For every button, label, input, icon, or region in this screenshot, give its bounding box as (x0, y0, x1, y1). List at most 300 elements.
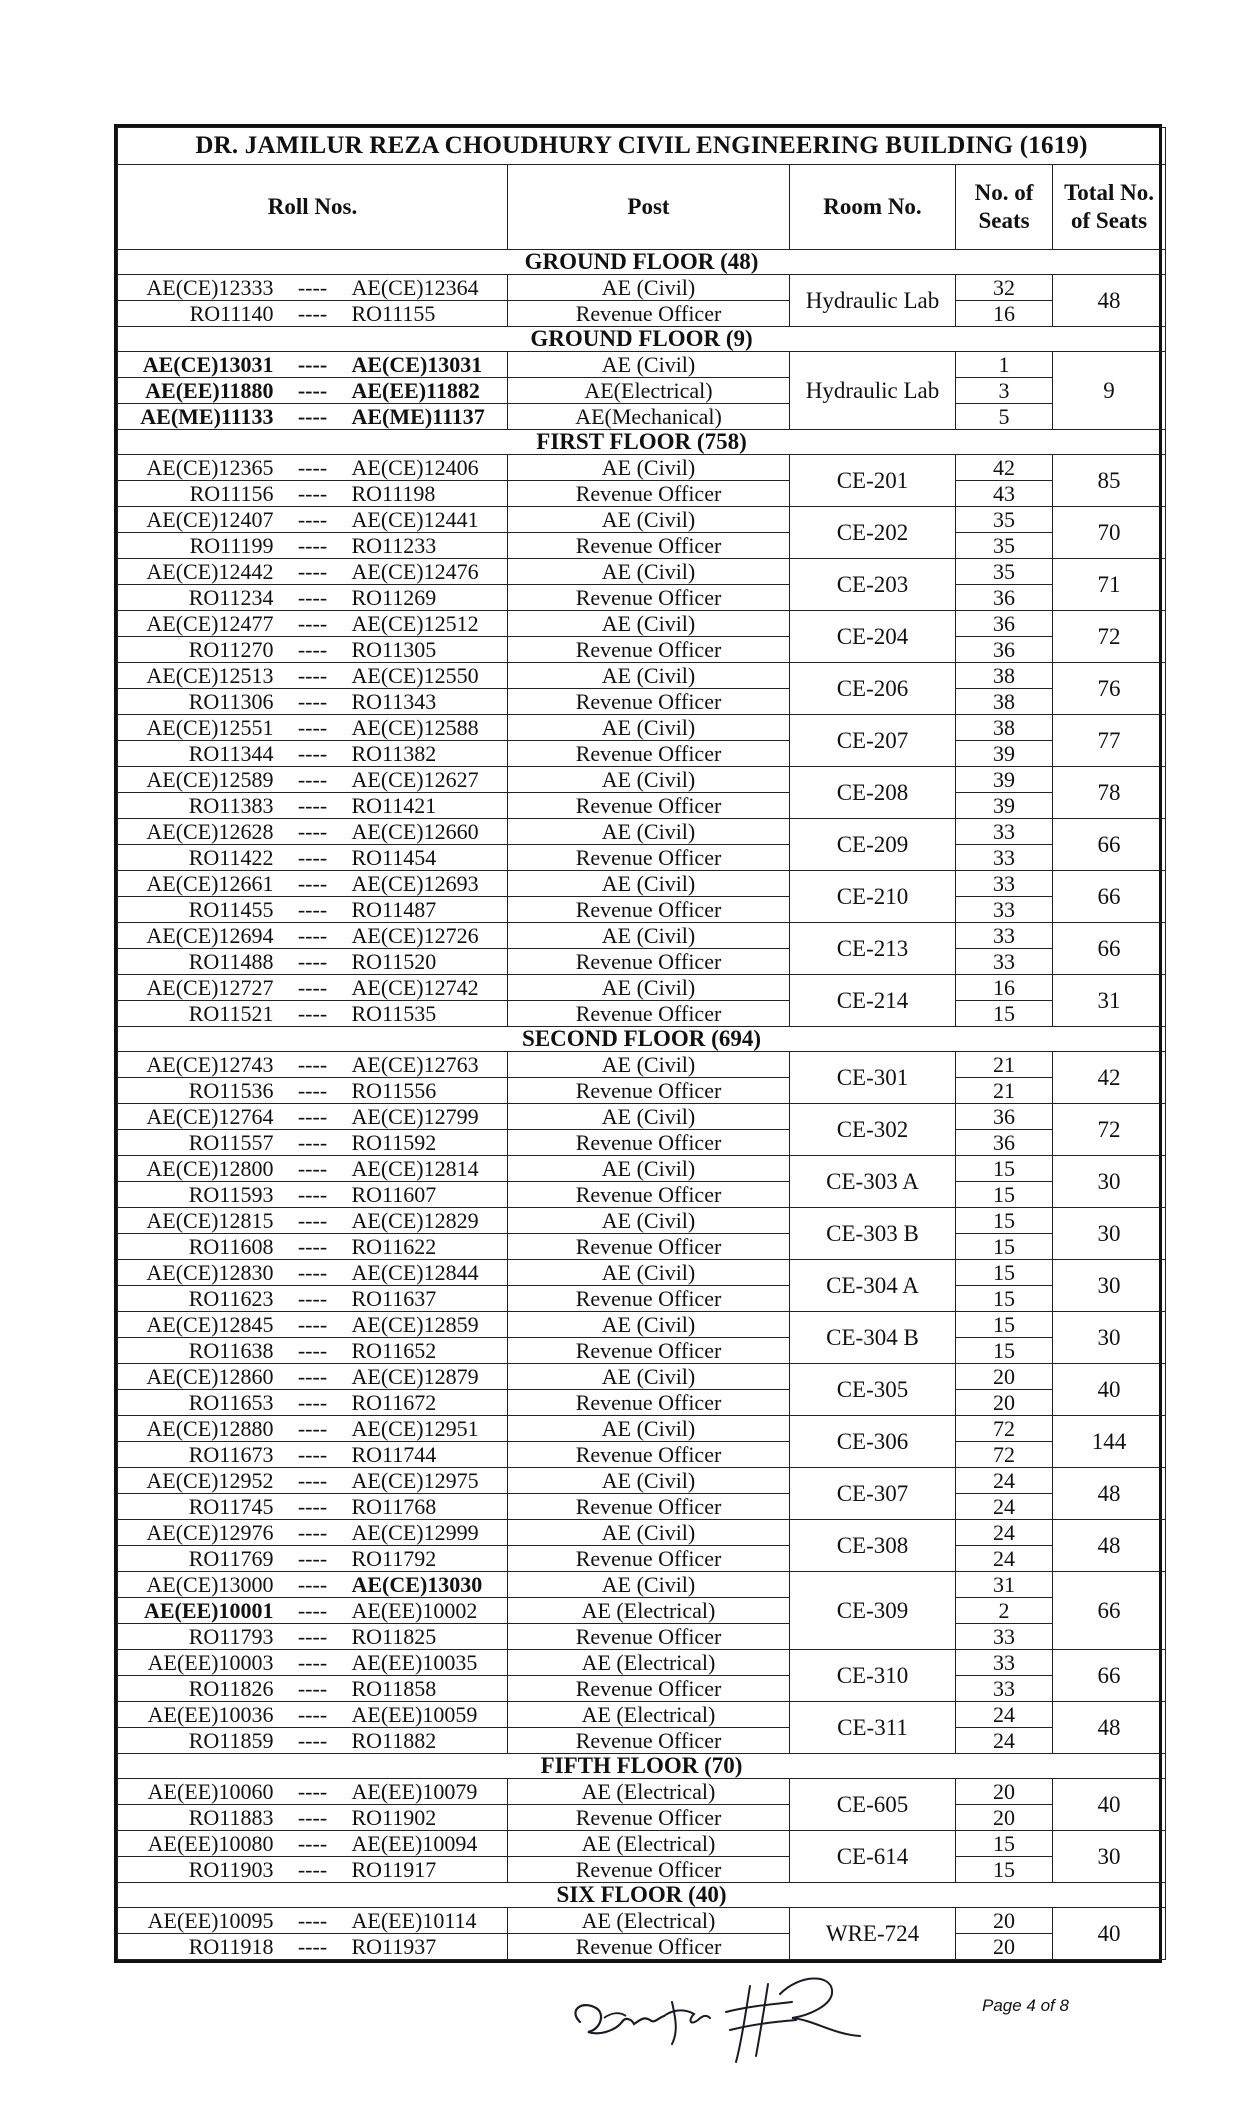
room-cell: CE-303 B (790, 1208, 956, 1260)
seats-cell: 36 (956, 1130, 1053, 1156)
seats-cell: 38 (956, 663, 1053, 689)
total-cell: 72 (1053, 1104, 1166, 1156)
room-cell: CE-614 (790, 1831, 956, 1883)
seats-cell: 35 (956, 559, 1053, 585)
table-row (118, 1624, 1166, 1650)
roll-from: AE(ME)11133 (140, 403, 274, 429)
roll-from: RO11673 (188, 1441, 274, 1467)
roll-dash: ---- (297, 1597, 328, 1623)
roll-range-cell (118, 1208, 508, 1234)
roll-from: AE(CE)13000 (146, 1571, 274, 1597)
post-cell: AE (Electrical) (508, 1702, 790, 1728)
table-row (118, 1364, 1166, 1390)
table-row (118, 1416, 1166, 1442)
seats-cell: 33 (956, 819, 1053, 845)
post-cell: AE (Electrical) (508, 1650, 790, 1676)
seats-cell: 20 (956, 1908, 1053, 1934)
roll-from: RO11306 (188, 688, 274, 714)
roll-range-cell (118, 741, 508, 767)
roll-dash: ---- (297, 1337, 328, 1363)
room-cell: CE-307 (790, 1468, 956, 1520)
roll-range-cell (118, 767, 508, 793)
roll-range (118, 379, 507, 403)
post-cell: AE (Civil) (508, 1572, 790, 1598)
roll-range (118, 976, 507, 1000)
post-cell: Revenue Officer (508, 1934, 790, 1960)
roll-to: AE(EE)11882 (351, 377, 480, 403)
table-row (118, 1260, 1166, 1286)
seats-cell: 31 (956, 1572, 1053, 1598)
roll-to: AE(CE)12799 (351, 1103, 479, 1129)
table-row (118, 455, 1166, 481)
floor-title: SECOND FLOOR (694) (118, 1027, 1166, 1052)
roll-range-cell (118, 1390, 508, 1416)
roll-range-cell (118, 1650, 508, 1676)
roll-dash: ---- (297, 1363, 328, 1389)
table-row (118, 1520, 1166, 1546)
table-row (118, 1234, 1166, 1260)
post-cell: AE (Electrical) (508, 1831, 790, 1857)
roll-range (118, 1157, 507, 1181)
roll-range-cell (118, 1857, 508, 1883)
total-cell: 48 (1053, 1520, 1166, 1572)
table-row (118, 663, 1166, 689)
post-cell: AE (Civil) (508, 559, 790, 585)
roll-range (118, 1079, 507, 1103)
roll-from: AE(CE)12694 (146, 922, 274, 948)
roll-from: RO11383 (188, 792, 274, 818)
table-row (118, 741, 1166, 767)
roll-range-cell (118, 1598, 508, 1624)
roll-from: AE(CE)12743 (146, 1051, 274, 1077)
roll-dash: ---- (297, 948, 328, 974)
total-cell: 40 (1053, 1779, 1166, 1831)
roll-dash: ---- (297, 1778, 328, 1804)
roll-range-cell (118, 897, 508, 923)
roll-from: RO11769 (188, 1545, 274, 1571)
roll-range-cell (118, 1001, 508, 1027)
roll-range (118, 1391, 507, 1415)
roll-to: AE(CE)12975 (351, 1467, 479, 1493)
roll-to: RO11454 (351, 844, 437, 870)
roll-from: RO11455 (188, 896, 274, 922)
post-cell: AE (Civil) (508, 715, 790, 741)
roll-to: RO11421 (351, 792, 437, 818)
roll-to: RO11592 (351, 1129, 437, 1155)
roll-range-cell (118, 1286, 508, 1312)
roll-dash: ---- (297, 377, 328, 403)
roll-from: RO11593 (188, 1181, 274, 1207)
floor-header-row (118, 1027, 1166, 1052)
roll-range (118, 638, 507, 662)
roll-range (118, 1002, 507, 1026)
roll-range (118, 768, 507, 792)
roll-dash: ---- (297, 1311, 328, 1337)
roll-from: RO11521 (188, 1000, 274, 1026)
seats-cell: 15 (956, 1338, 1053, 1364)
table-row (118, 404, 1166, 430)
seats-cell: 42 (956, 455, 1053, 481)
total-cell: 66 (1053, 923, 1166, 975)
seats-cell: 36 (956, 637, 1053, 663)
roll-range-cell (118, 1934, 508, 1960)
roll-range (118, 276, 507, 300)
roll-to: RO11825 (351, 1623, 437, 1649)
total-cell: 66 (1053, 819, 1166, 871)
post-cell: Revenue Officer (508, 1001, 790, 1027)
roll-to: AE(CE)12951 (351, 1415, 479, 1441)
roll-range-cell (118, 378, 508, 404)
total-cell: 31 (1053, 975, 1166, 1027)
room-cell: CE-303 A (790, 1156, 956, 1208)
post-cell: AE (Civil) (508, 611, 790, 637)
post-cell: AE (Civil) (508, 923, 790, 949)
seats-cell: 35 (956, 533, 1053, 559)
roll-range-cell (118, 1728, 508, 1754)
total-cell: 72 (1053, 611, 1166, 663)
roll-range (118, 742, 507, 766)
table-row (118, 611, 1166, 637)
roll-range (118, 1495, 507, 1519)
seats-cell: 5 (956, 404, 1053, 430)
roll-range (118, 1287, 507, 1311)
total-cell: 30 (1053, 1260, 1166, 1312)
footer (0, 1960, 1258, 2080)
seats-cell: 38 (956, 715, 1053, 741)
table-row (118, 1779, 1166, 1805)
room-cell: CE-304 A (790, 1260, 956, 1312)
seats-cell: 72 (956, 1416, 1053, 1442)
seats-cell: 15 (956, 1831, 1053, 1857)
roll-from: AE(CE)12764 (146, 1103, 274, 1129)
seats-cell: 33 (956, 949, 1053, 975)
roll-dash: ---- (297, 1259, 328, 1285)
room-cell: CE-202 (790, 507, 956, 559)
roll-dash: ---- (297, 1907, 328, 1933)
roll-range (118, 1365, 507, 1389)
roll-from: RO11903 (188, 1856, 274, 1882)
seats-cell: 33 (956, 923, 1053, 949)
table-row (118, 1650, 1166, 1676)
signature-image (560, 1960, 920, 2070)
table-row (118, 1546, 1166, 1572)
roll-range (118, 1729, 507, 1753)
roll-range-cell (118, 533, 508, 559)
seats-cell: 20 (956, 1779, 1053, 1805)
post-cell: Revenue Officer (508, 1234, 790, 1260)
post-cell: AE (Civil) (508, 1260, 790, 1286)
roll-to: AE(CE)12742 (351, 974, 479, 1000)
post-cell: Revenue Officer (508, 1805, 790, 1831)
roll-to: AE(ME)11137 (351, 403, 485, 429)
room-cell: CE-208 (790, 767, 956, 819)
roll-dash: ---- (297, 1545, 328, 1571)
roll-from: AE(CE)12800 (146, 1155, 274, 1181)
roll-from: RO11826 (188, 1675, 274, 1701)
roll-to: AE(CE)12859 (351, 1311, 479, 1337)
roll-from: RO11488 (188, 948, 274, 974)
roll-to: AE(EE)10002 (351, 1597, 478, 1623)
table-row (118, 637, 1166, 663)
roll-from: AE(EE)10003 (147, 1649, 274, 1675)
roll-to: AE(EE)10079 (351, 1778, 478, 1804)
roll-to: RO11637 (351, 1285, 437, 1311)
roll-from: RO11653 (188, 1389, 274, 1415)
seats-cell: 33 (956, 1650, 1053, 1676)
table-row (118, 1442, 1166, 1468)
table-row (118, 1286, 1166, 1312)
seats-cell: 33 (956, 845, 1053, 871)
roll-from: RO11859 (188, 1727, 274, 1753)
roll-range (118, 1235, 507, 1259)
post-cell: Revenue Officer (508, 845, 790, 871)
roll-range (118, 898, 507, 922)
post-cell: AE (Civil) (508, 352, 790, 378)
post-cell: AE (Civil) (508, 819, 790, 845)
seats-cell: 15 (956, 1312, 1053, 1338)
post-cell: Revenue Officer (508, 741, 790, 767)
roll-dash: ---- (297, 558, 328, 584)
room-cell: CE-605 (790, 1779, 956, 1831)
seats-cell: 38 (956, 689, 1053, 715)
total-cell: 30 (1053, 1831, 1166, 1883)
room-cell: CE-301 (790, 1052, 956, 1104)
seats-cell: 36 (956, 611, 1053, 637)
post-cell: Revenue Officer (508, 949, 790, 975)
roll-from: AE(CE)12952 (146, 1467, 274, 1493)
seats-cell: 15 (956, 1234, 1053, 1260)
post-cell: Revenue Officer (508, 1442, 790, 1468)
table-row (118, 1702, 1166, 1728)
roll-range (118, 846, 507, 870)
post-cell: Revenue Officer (508, 1857, 790, 1883)
table-row (118, 819, 1166, 845)
table-row (118, 1078, 1166, 1104)
room-cell: CE-204 (790, 611, 956, 663)
roll-range (118, 1261, 507, 1285)
roll-range-cell (118, 481, 508, 507)
roll-range (118, 1521, 507, 1545)
table-row (118, 352, 1166, 378)
table-row (118, 1908, 1166, 1934)
seats-cell: 20 (956, 1934, 1053, 1960)
roll-to: RO11768 (351, 1493, 437, 1519)
roll-from: AE(CE)12830 (146, 1259, 274, 1285)
roll-to: RO11744 (351, 1441, 437, 1467)
roll-to: RO11269 (351, 584, 437, 610)
table-row (118, 275, 1166, 301)
roll-from: RO11638 (188, 1337, 274, 1363)
roll-range (118, 1780, 507, 1804)
roll-range (118, 1677, 507, 1701)
seats-cell: 36 (956, 585, 1053, 611)
roll-from: AE(CE)12477 (146, 610, 274, 636)
roll-range (118, 1599, 507, 1623)
roll-range-cell (118, 1546, 508, 1572)
table-row (118, 1728, 1166, 1754)
roll-range-cell (118, 637, 508, 663)
roll-range (118, 1053, 507, 1077)
roll-range (118, 405, 507, 429)
roll-dash: ---- (297, 818, 328, 844)
roll-dash: ---- (297, 1727, 328, 1753)
table-row (118, 559, 1166, 585)
roll-from: RO11623 (188, 1285, 274, 1311)
roll-range-cell (118, 1078, 508, 1104)
roll-to: AE(CE)12829 (351, 1207, 479, 1233)
post-cell: AE(Mechanical) (508, 404, 790, 430)
roll-range (118, 1806, 507, 1830)
seats-cell: 24 (956, 1546, 1053, 1572)
roll-range (118, 690, 507, 714)
seats-cell: 43 (956, 481, 1053, 507)
total-cell: 30 (1053, 1312, 1166, 1364)
roll-dash: ---- (297, 1675, 328, 1701)
roll-range (118, 1339, 507, 1363)
roll-range-cell (118, 585, 508, 611)
total-cell: 40 (1053, 1908, 1166, 1960)
table-row (118, 949, 1166, 975)
roll-dash: ---- (297, 584, 328, 610)
roll-range (118, 1909, 507, 1933)
roll-range (118, 1625, 507, 1649)
seats-cell: 33 (956, 897, 1053, 923)
seats-cell: 16 (956, 975, 1053, 1001)
roll-dash: ---- (297, 1233, 328, 1259)
table-row (118, 378, 1166, 404)
roll-range-cell (118, 845, 508, 871)
roll-dash: ---- (297, 1207, 328, 1233)
seats-cell: 16 (956, 301, 1053, 327)
roll-to: RO11902 (351, 1804, 437, 1830)
table-row (118, 1934, 1166, 1960)
roll-from: AE(EE)10036 (147, 1701, 274, 1727)
roll-from: AE(CE)12407 (146, 506, 274, 532)
table-row (118, 301, 1166, 327)
post-cell: AE (Civil) (508, 1520, 790, 1546)
table-row (118, 1052, 1166, 1078)
roll-to: AE(CE)12588 (351, 714, 479, 740)
roll-dash: ---- (297, 1077, 328, 1103)
room-cell: CE-206 (790, 663, 956, 715)
room-cell: CE-201 (790, 455, 956, 507)
roll-from: AE(EE)10095 (147, 1907, 274, 1933)
total-cell: 77 (1053, 715, 1166, 767)
roll-dash: ---- (297, 688, 328, 714)
roll-to: AE(EE)10059 (351, 1701, 478, 1727)
roll-dash: ---- (297, 480, 328, 506)
roll-range-cell (118, 819, 508, 845)
roll-from: RO11793 (188, 1623, 274, 1649)
roll-from: AE(CE)13031 (142, 351, 274, 377)
roll-from: AE(CE)12551 (146, 714, 274, 740)
roll-range-cell (118, 871, 508, 897)
roll-to: RO11487 (351, 896, 437, 922)
roll-dash: ---- (297, 1181, 328, 1207)
table-row (118, 897, 1166, 923)
table-row (118, 1805, 1166, 1831)
roll-range-cell (118, 1234, 508, 1260)
seats-cell: 21 (956, 1052, 1053, 1078)
total-cell: 144 (1053, 1416, 1166, 1468)
header-roll-nos: Roll Nos. (118, 165, 508, 250)
roll-dash: ---- (297, 662, 328, 688)
roll-from: AE(CE)12976 (146, 1519, 274, 1545)
roll-to: AE(EE)10035 (351, 1649, 478, 1675)
seats-cell: 15 (956, 1208, 1053, 1234)
seats-cell: 15 (956, 1286, 1053, 1312)
seats-cell: 24 (956, 1494, 1053, 1520)
seats-cell: 1 (956, 352, 1053, 378)
roll-dash: ---- (297, 1051, 328, 1077)
roll-to: RO11520 (351, 948, 437, 974)
roll-range-cell (118, 1416, 508, 1442)
total-cell: 76 (1053, 663, 1166, 715)
page-number: Page 4 of 8 (982, 1996, 1069, 2015)
roll-dash: ---- (297, 1467, 328, 1493)
roll-range (118, 508, 507, 532)
roll-to: RO11858 (351, 1675, 437, 1701)
roll-range-cell (118, 1805, 508, 1831)
roll-range-cell (118, 301, 508, 327)
roll-to: RO11233 (351, 532, 437, 558)
roll-range-cell (118, 1908, 508, 1934)
roll-range (118, 1131, 507, 1155)
post-cell: Revenue Officer (508, 1494, 790, 1520)
floor-title: GROUND FLOOR (48) (118, 250, 1166, 275)
post-cell: AE (Civil) (508, 1052, 790, 1078)
roll-range-cell (118, 1702, 508, 1728)
seats-cell: 72 (956, 1442, 1053, 1468)
roll-from: RO11270 (188, 636, 274, 662)
post-cell: AE (Civil) (508, 1208, 790, 1234)
roll-range (118, 1443, 507, 1467)
roll-from: RO11199 (189, 532, 274, 558)
floor-title: FIRST FLOOR (758) (118, 430, 1166, 455)
roll-to: RO11672 (351, 1389, 437, 1415)
roll-range-cell (118, 663, 508, 689)
floor-title: FIFTH FLOOR (70) (118, 1754, 1166, 1779)
roll-dash: ---- (297, 792, 328, 818)
roll-from: AE(CE)12661 (146, 870, 274, 896)
post-cell: Revenue Officer (508, 481, 790, 507)
roll-dash: ---- (297, 506, 328, 532)
roll-range (118, 1651, 507, 1675)
header-post: Post (508, 165, 790, 250)
post-cell: Revenue Officer (508, 1390, 790, 1416)
roll-range-cell (118, 1831, 508, 1857)
roll-from: AE(EE)11880 (145, 377, 274, 403)
post-cell: AE (Civil) (508, 507, 790, 533)
roll-to: AE(CE)13030 (351, 1571, 483, 1597)
seats-cell: 15 (956, 1857, 1053, 1883)
roll-dash: ---- (297, 1389, 328, 1415)
floor-header-row (118, 1754, 1166, 1779)
roll-range-cell (118, 352, 508, 378)
table-row (118, 1857, 1166, 1883)
roll-dash: ---- (297, 1441, 328, 1467)
roll-range (118, 534, 507, 558)
roll-to: RO11882 (351, 1727, 437, 1753)
roll-to: AE(CE)12441 (351, 506, 479, 532)
room-cell: CE-305 (790, 1364, 956, 1416)
roll-range (118, 794, 507, 818)
roll-dash: ---- (297, 1000, 328, 1026)
post-cell: Revenue Officer (508, 1676, 790, 1702)
roll-to: RO11305 (351, 636, 437, 662)
roll-range-cell (118, 689, 508, 715)
roll-to: RO11607 (351, 1181, 437, 1207)
